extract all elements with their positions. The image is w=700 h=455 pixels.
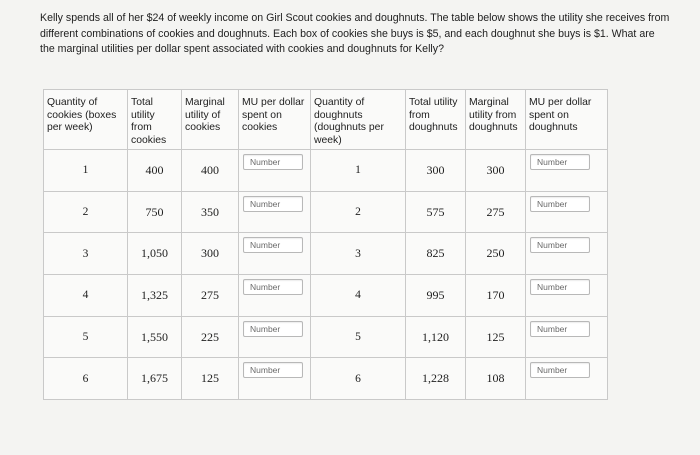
doughnut-total-utility-cell: 995: [406, 275, 466, 317]
doughnut-marginal-utility-cell: 250: [466, 233, 526, 275]
cookie-mu-per-dollar-cell: [239, 316, 311, 358]
header-quantity-doughnuts: Quantity of doughnuts (doughnuts per week): [311, 90, 406, 150]
cookie-quantity-cell: 4: [44, 275, 128, 317]
header-mu-per-dollar-doughnuts: MU per dollar spent on doughnuts: [526, 90, 608, 150]
header-mu-per-dollar-cookies: MU per dollar spent on cookies: [239, 90, 311, 150]
header-total-utility-cookies: Total utility from cookies: [128, 90, 182, 150]
header-total-utility-doughnuts: Total utility from doughnuts: [406, 90, 466, 150]
header-quantity-cookies: Quantity of cookies (boxes per week): [44, 90, 128, 150]
doughnut-total-utility-cell: 300: [406, 150, 466, 192]
doughnut-total-utility-cell: 825: [406, 233, 466, 275]
doughnut-marginal-utility-cell: 170: [466, 275, 526, 317]
cookie-marginal-utility-cell: 400: [182, 150, 239, 192]
cookie-marginal-utility-cell: 275: [182, 275, 239, 317]
cookie-quantity-cell: 6: [44, 358, 128, 400]
cookie-mu-per-dollar-input[interactable]: [243, 196, 303, 212]
table-header-row: [44, 90, 608, 150]
cookie-marginal-utility-cell: 125: [182, 358, 239, 400]
header-marginal-utility-doughnuts: Marginal utility from doughnuts: [466, 90, 526, 150]
table-row: [44, 233, 608, 275]
cookie-marginal-utility-cell: 350: [182, 191, 239, 233]
cookie-total-utility-cell: 1,050: [128, 233, 182, 275]
cookie-total-utility-cell: 1,325: [128, 275, 182, 317]
cookie-total-utility-cell: 1,550: [128, 316, 182, 358]
cookie-quantity-cell: 5: [44, 316, 128, 358]
doughnut-mu-per-dollar-cell: [526, 275, 608, 317]
table-row: [44, 316, 608, 358]
cookie-mu-per-dollar-cell: [239, 275, 311, 317]
cookie-mu-per-dollar-cell: [239, 358, 311, 400]
doughnut-mu-per-dollar-input[interactable]: [530, 154, 590, 170]
doughnut-marginal-utility-cell: 275: [466, 191, 526, 233]
doughnut-marginal-utility-cell: 125: [466, 316, 526, 358]
cookie-mu-per-dollar-cell: [239, 233, 311, 275]
doughnut-mu-per-dollar-input[interactable]: [530, 362, 590, 378]
doughnut-quantity-cell: 6: [311, 358, 406, 400]
doughnut-total-utility-cell: 575: [406, 191, 466, 233]
cookie-total-utility-cell: 400: [128, 150, 182, 192]
cookie-total-utility-cell: 750: [128, 191, 182, 233]
utility-table: [43, 89, 608, 400]
table-body: [44, 150, 608, 400]
doughnut-mu-per-dollar-input[interactable]: [530, 196, 590, 212]
doughnut-quantity-cell: 1: [311, 150, 406, 192]
cookie-mu-per-dollar-input[interactable]: [243, 154, 303, 170]
cookie-quantity-cell: 2: [44, 191, 128, 233]
cookie-mu-per-dollar-input[interactable]: [243, 362, 303, 378]
doughnut-mu-per-dollar-cell: [526, 316, 608, 358]
cookie-mu-per-dollar-input[interactable]: [243, 321, 303, 337]
cookie-quantity-cell: 1: [44, 150, 128, 192]
doughnut-marginal-utility-cell: 300: [466, 150, 526, 192]
cookie-mu-per-dollar-input[interactable]: [243, 279, 303, 295]
table-row: [44, 275, 608, 317]
doughnut-quantity-cell: 5: [311, 316, 406, 358]
cookie-quantity-cell: 3: [44, 233, 128, 275]
cookie-mu-per-dollar-cell: [239, 191, 311, 233]
cookie-total-utility-cell: 1,675: [128, 358, 182, 400]
cookie-marginal-utility-cell: 300: [182, 233, 239, 275]
doughnut-total-utility-cell: 1,120: [406, 316, 466, 358]
doughnut-mu-per-dollar-cell: [526, 233, 608, 275]
doughnut-marginal-utility-cell: 108: [466, 358, 526, 400]
doughnut-mu-per-dollar-cell: [526, 191, 608, 233]
header-marginal-utility-cookies: Marginal utility of cookies: [182, 90, 239, 150]
doughnut-mu-per-dollar-input[interactable]: [530, 321, 590, 337]
cookie-mu-per-dollar-cell: [239, 150, 311, 192]
doughnut-total-utility-cell: 1,228: [406, 358, 466, 400]
doughnut-mu-per-dollar-input[interactable]: [530, 279, 590, 295]
table-row: [44, 191, 608, 233]
cookie-mu-per-dollar-input[interactable]: [243, 237, 303, 253]
cookie-marginal-utility-cell: 225: [182, 316, 239, 358]
doughnut-quantity-cell: 4: [311, 275, 406, 317]
table-row: [44, 150, 608, 192]
doughnut-quantity-cell: 2: [311, 191, 406, 233]
question-text: Kelly spends all of her $24 of weekly income on Girl Scout cookies and doughnuts. The table below shows the utility she receives from different combinations of cookies and doughnuts. Each box of cookies she buys is $5, and each doughnut she buys is $1. What are the marginal utilities per dollar spent associated with cookies and doughnuts for Kelly?: [40, 12, 670, 55]
table-row: [44, 358, 608, 400]
doughnut-mu-per-dollar-cell: [526, 150, 608, 192]
doughnut-mu-per-dollar-input[interactable]: [530, 237, 590, 253]
doughnut-mu-per-dollar-cell: [526, 358, 608, 400]
doughnut-quantity-cell: 3: [311, 233, 406, 275]
